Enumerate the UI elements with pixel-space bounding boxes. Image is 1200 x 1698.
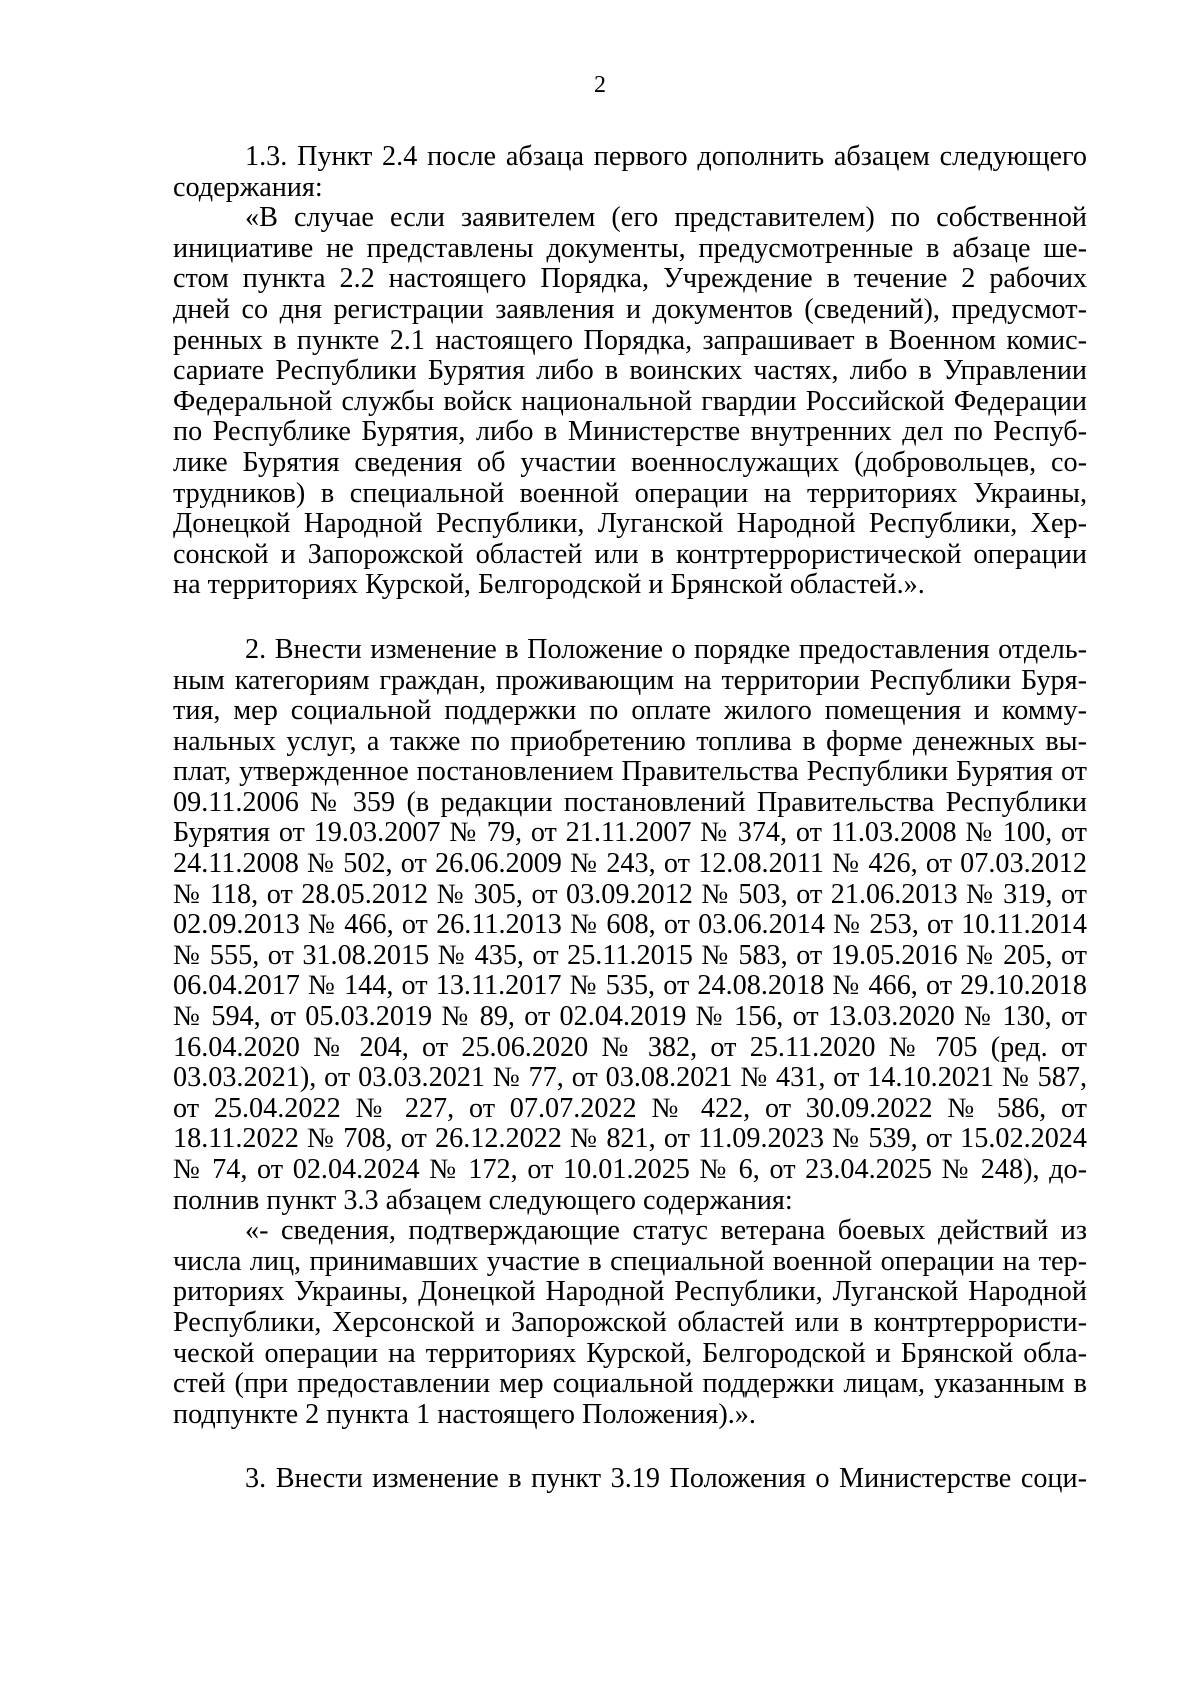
paragraph-line: от 25.04.2022 № 227, от 07.07.2022 № 422, от 30.09.2022 № 586, от: [173, 1092, 1087, 1124]
paragraph-line: Донецкой Народной Республики, Луганской Народной Республики, Хер-: [173, 508, 1087, 540]
paragraph-line: сонской и Запорожской областей или в контртеррористической операции: [173, 538, 1087, 570]
paragraph-line: ренных в пункте 2.1 настоящего Порядка, запрашивает в Военном комис-: [173, 324, 1087, 356]
paragraph-line: на территориях Курской, Белгородской и Брянской областей.».: [173, 569, 925, 601]
paragraph-line: 1.3. Пункт 2.4 после абзаца первого дополнить абзацем следующего: [245, 141, 1087, 172]
paragraph-line: нальных услуг, а также по приобретению топлива в форме денежных вы-: [173, 725, 1087, 757]
paragraph-line: 06.04.2017 № 144, от 13.11.2017 № 535, от 24.08.2018 № 466, от 29.10.2018: [173, 970, 1087, 1002]
paragraph-line: № 594, от 05.03.2019 № 89, от 02.04.2019 № 156, от 13.03.2020 № 130, от: [173, 1001, 1087, 1033]
paragraph-line: № 118, от 28.05.2012 № 305, от 03.09.2012 № 503, от 21.06.2013 № 319, от: [173, 878, 1087, 910]
paragraph-line: числа лиц, принимавших участие в специальной военной операции на тер-: [173, 1245, 1087, 1277]
paragraph-line: подпункте 2 пункта 1 настоящего Положения).».: [173, 1398, 756, 1430]
paragraph-line: тия, мер социальной поддержки по оплате жилого помещения и комму-: [173, 695, 1087, 727]
paragraph-line: № 555, от 31.08.2015 № 435, от 25.11.2015 № 583, от 19.05.2016 № 205, от: [173, 939, 1087, 971]
paragraph-line: дней со дня регистрации заявления и документов (сведений), предусмот-: [173, 293, 1087, 325]
paragraph-line: лике Бурятия сведения об участии военнослужащих (добровольцев, со-: [173, 446, 1087, 478]
paragraph-line: стом пункта 2.2 настоящего Порядка, Учреждение в течение 2 рабочих: [173, 263, 1087, 295]
paragraph-line: 09.11.2006 № 359 (в редакции постановлений Правительства Республики: [173, 786, 1087, 818]
paragraph-line: по Республике Бурятия, либо в Министерстве внутренних дел по Респуб-: [173, 416, 1087, 448]
paragraph-line: Бурятия от 19.03.2007 № 79, от 21.11.2007 № 374, от 11.03.2008 № 100, от: [173, 817, 1087, 849]
paragraph-line: 2. Внести изменение в Положение о порядке предоставления отдель-: [245, 633, 1087, 665]
paragraph-line: 18.11.2022 № 708, от 26.12.2022 № 821, от 11.09.2023 № 539, от 15.02.2024: [173, 1123, 1087, 1155]
paragraph-line: сариате Республики Бурятия либо в воинских частях, либо в Управлении: [173, 355, 1087, 387]
paragraph-line: Федеральной службы войск национальной гвардии Российской Федерации: [173, 385, 1087, 417]
paragraph-line: содержания:: [173, 171, 323, 203]
paragraph-line: 03.03.2021), от 03.03.2021 № 77, от 03.08.2021 № 431, от 14.10.2021 № 587,: [173, 1062, 1087, 1094]
paragraph-line: ным категориям граждан, проживающим на территории Республики Буря-: [173, 664, 1087, 696]
paragraph-line: полнив пункт 3.3 абзацем следующего содержания:: [173, 1184, 793, 1216]
paragraph-line: трудников) в специальной военной операции на территориях Украины,: [173, 477, 1087, 509]
paragraph-line: инициативе не представлены документы, предусмотренные в абзаце ше-: [173, 232, 1087, 264]
paragraph-line: 3. Внести изменение в пункт 3.19 Положения о Министерстве соци-: [245, 1463, 1087, 1495]
paragraph-line: риториях Украины, Донецкой Народной Республики, Луганской Народной: [173, 1276, 1087, 1308]
paragraph-line: ческой операции на территориях Курской, Белгородской и Брянской обла-: [173, 1337, 1087, 1369]
paragraph-line: 16.04.2020 № 204, от 25.06.2020 № 382, от 25.11.2020 № 705 (ред. от: [173, 1031, 1087, 1063]
paragraph-line: Республики, Херсонской и Запорожской областей или в контртеррористи-: [173, 1306, 1087, 1338]
paragraph-line: 02.09.2013 № 466, от 26.11.2013 № 608, от 03.06.2014 № 253, от 10.11.2014: [173, 909, 1087, 941]
paragraph-gap: [173, 601, 1087, 635]
paragraph-line: плат, утвержденное постановлением Правительства Республики Бурятия от: [173, 756, 1087, 788]
paragraph-line: 24.11.2008 № 502, от 26.06.2009 № 243, от 12.08.2011 № 426, от 07.03.2012: [173, 848, 1087, 880]
paragraph-line: «В случае если заявителем (его представителем) по собственной: [245, 202, 1087, 234]
document-body: [173, 142, 1087, 1495]
paragraph-gap: [173, 1430, 1087, 1464]
paragraph-line: стей (при предоставлении мер социальной поддержки лицам, указанным в: [173, 1368, 1087, 1400]
page-number: 2: [594, 72, 606, 98]
paragraph-line: № 74, от 02.04.2024 № 172, от 10.01.2025 № 6, от 23.04.2025 № 248), до-: [173, 1154, 1087, 1185]
paragraph-line: «- сведения, подтверждающие статус ветерана боевых действий из: [245, 1215, 1087, 1247]
